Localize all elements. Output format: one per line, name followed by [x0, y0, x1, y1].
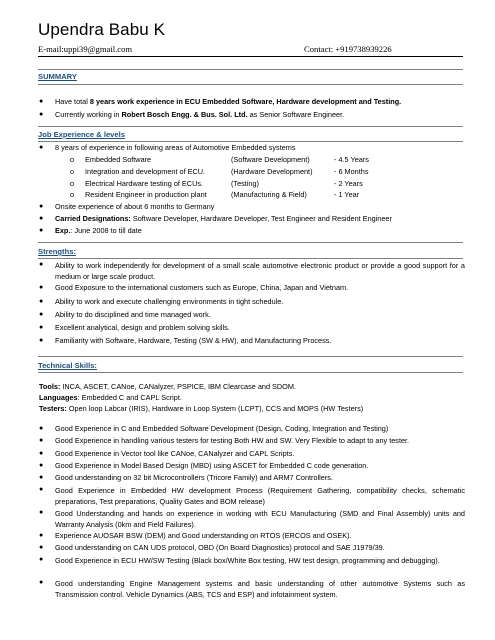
bullet-icon: ● [39, 144, 44, 151]
bullet-icon: ● [39, 227, 44, 234]
summary-bottom-rule [38, 84, 463, 85]
strength-item: Familiarity with Software, Hardware, Testing (SW & HW), and Manufacturing Process. [55, 336, 332, 345]
strengths-bottom-rule [38, 258, 463, 259]
bullet-icon: ● [39, 579, 44, 586]
skill-item: Good Experience in C and Embedded Software Development (Design, Coding, Integration and Testing) [55, 424, 389, 433]
circle-bullet-icon: o [70, 190, 75, 199]
role-duration: - 1 Year [334, 190, 360, 199]
bullet-icon: ● [39, 425, 44, 432]
header-divider [38, 56, 463, 57]
skill-item: Good understanding on 32 bit Microcontrollers (Tricore Family) and ARM7 Controllers. [55, 473, 333, 482]
strength-item: Excellent analytical, design and problem solving skills. [55, 323, 230, 332]
role-area: (Manufacturing & Field) [231, 190, 307, 199]
bullet-icon: ● [39, 337, 44, 344]
role-area: (Hardware Development) [231, 167, 313, 176]
skill-item: Good Experience in Embedded HW development Process (Requirement Gathering, compatibility checks, schematic preparations, Test preparations, Quality Gates and BOM release) [55, 486, 465, 506]
bullet-icon: ● [39, 203, 44, 210]
summary-item: Currently working in Robert Bosch Engg. & Bus. Sol. Ltd. as Senior Software Engineer. [55, 110, 345, 119]
skill-item: Experience AUOSAR BSW (DEM) and Good understanding on RTOS (ERCOS and OSEK). [55, 531, 352, 540]
strengths-heading: Strengths: [38, 247, 76, 256]
role-name: Resident Engineer in production plant [85, 190, 207, 199]
designations: Carried Designations: Software Developer, Hardware Developer, Test Engineer and Resident Engineer [55, 214, 392, 223]
experience-intro: 8 years of experience in following areas of Automotive Embedded systems [55, 143, 296, 152]
strengths-top-rule [38, 242, 463, 243]
onsite-experience: Onsite experience of about 6 months to Germany [55, 202, 215, 211]
technical-top-rule [38, 356, 463, 357]
circle-bullet-icon: o [70, 167, 75, 176]
role-duration: - 2 Years [334, 179, 363, 188]
strength-item: Ability to do disciplined and time managed work. [55, 310, 211, 319]
experience-bottom-rule [38, 141, 463, 142]
skill-item: Good Experience in Model Based Design (MBD) using ASCET for Embedded C code generation. [55, 461, 369, 470]
summary-heading: SUMMARY [38, 72, 77, 81]
bullet-icon: ● [39, 509, 44, 516]
technical-heading: Technical Skills: [38, 361, 97, 370]
skill-item: Good Experience in Vector tool like CANoe, CANalyzer and CAPL Scripts. [55, 449, 295, 458]
email-line: E-mail:uppi39@gmail.com [38, 44, 133, 54]
candidate-name: Upendra Babu K [38, 20, 166, 39]
experience-period: Exp.: June 2008 to till date [55, 226, 142, 235]
skill-item: Good Experience in handling various testers for testing Both HW and SW. Very Flexible to adapt to any tester. [55, 436, 410, 445]
role-duration: - 6 Months [334, 167, 369, 176]
summary-top-rule [38, 69, 463, 70]
strength-item: Ability to work independently for development of a small scale automotive electronic product or provide a good support for a medium or large scale product. [55, 261, 465, 281]
bullet-icon: ● [39, 298, 44, 305]
strength-item: Ability to work and execute challenging environments in tight schedule. [55, 297, 284, 306]
bullet-icon: ● [39, 215, 44, 222]
experience-top-rule [38, 126, 463, 127]
bullet-icon: ● [39, 111, 44, 118]
bullet-icon: ● [39, 324, 44, 331]
bullet-icon: ● [39, 261, 44, 268]
circle-bullet-icon: o [70, 155, 75, 164]
role-duration: - 4.5 Years [334, 155, 369, 164]
contact-line: Contact: +919738939226 [304, 44, 392, 54]
bullet-icon: ● [39, 311, 44, 318]
bullet-icon: ● [39, 556, 44, 563]
bullet-icon: ● [39, 544, 44, 551]
technical-bottom-rule [38, 372, 463, 373]
skill-item: Good understanding Engine Management systems and basic understanding of other automotive Systems such as Transmission control. Vehicle Dynamics (ABS, TCS and ESP) and infotainment system. [55, 579, 465, 599]
tools-line: Tools: INCA, ASCET, CANoe, CANalyzer, PSPICE, IBM Clearcase and SDOM. [39, 382, 296, 391]
skill-item: Good Experience in ECU HW/SW Testing (Black box/White Box testing, HW test design, programming and debugging). [55, 556, 440, 565]
role-name: Embedded Software [85, 155, 152, 164]
role-name: Integration and development of ECU. [85, 167, 206, 176]
strength-item: Good Exposure to the international customers such as Europe, China, Japan and Vietnam. [55, 283, 349, 292]
bullet-icon: ● [39, 98, 44, 105]
summary-item: Have total 8 years work experience in ECU Embedded Software, Hardware development and Testing. [55, 97, 402, 106]
experience-heading: Job Experience & levels [38, 130, 125, 139]
bullet-icon: ● [39, 450, 44, 457]
circle-bullet-icon: o [70, 179, 75, 188]
bullet-icon: ● [39, 437, 44, 444]
skill-item: Good Understanding and hands on experience in working with ECU Manufacturing (SMD and Final Assembly) units and Warranty Analysis (0km and Field Failures). [55, 509, 465, 529]
bullet-icon: ● [39, 474, 44, 481]
bullet-icon: ● [39, 284, 44, 291]
role-name: Electrical Hardware testing of ECUs. [85, 179, 204, 188]
skill-item: Good understanding on CAN UDS protocol, OBD (On Board Diagnostics) protocol and SAE J1979/39. [55, 543, 385, 552]
bullet-icon: ● [39, 532, 44, 539]
role-area: (Testing) [231, 179, 259, 188]
bullet-icon: ● [39, 486, 44, 493]
languages-line: Languages: Embedded C and CAPL Script. [39, 393, 182, 402]
testers-line: Testers: Open loop Labcar (IRIS), Hardware in Loop System (LCPT), CCS and MOPS (HW Testers) [39, 404, 364, 413]
bullet-icon: ● [39, 462, 44, 469]
role-area: (Software Development) [231, 155, 310, 164]
